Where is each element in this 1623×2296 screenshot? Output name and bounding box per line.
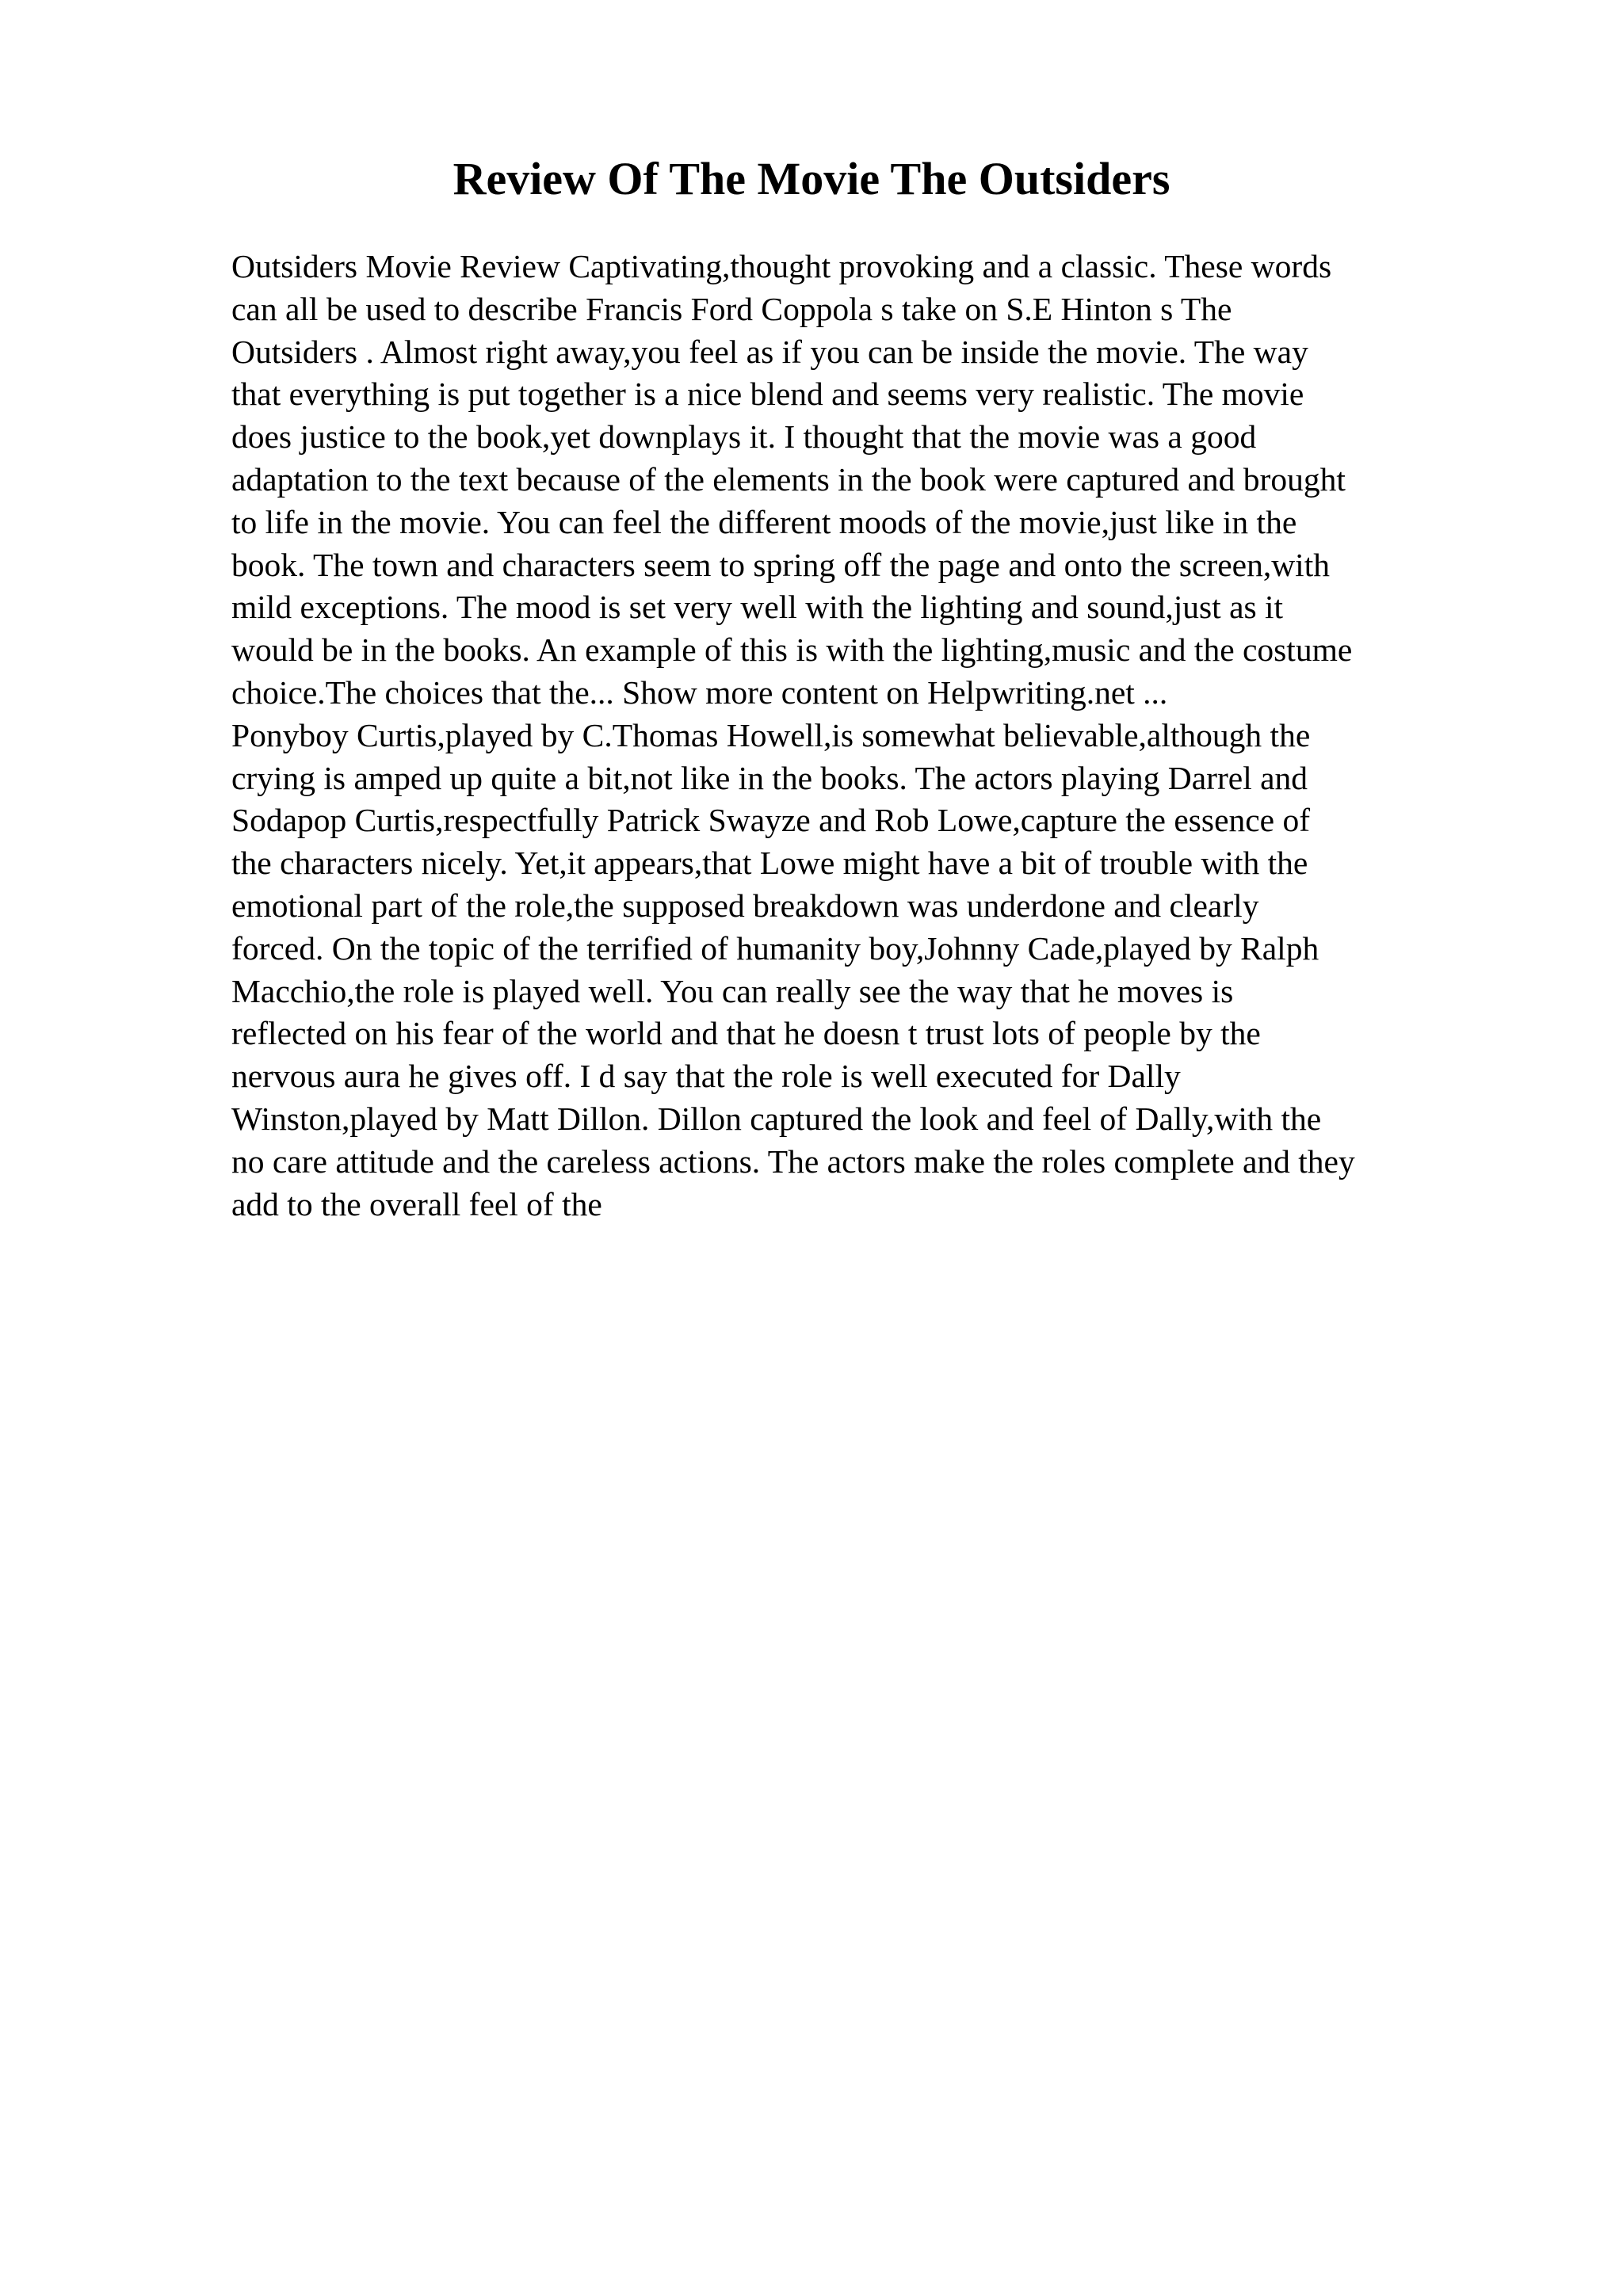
- body-line: would be in the books. An example of this is with the lighting,music and the costume: [231, 631, 1353, 669]
- body-line: to life in the movie. You can feel the different moods of the movie,just like in the: [231, 503, 1297, 540]
- body-line: nervous aura he gives off. I d say that the role is well executed for Dally: [231, 1058, 1181, 1095]
- body-line: Ponyboy Curtis,played by C.Thomas Howell,is somewhat believable,although the: [231, 716, 1311, 753]
- body-line: Outsiders . Almost right away,you feel as if you can be inside the movie. The way: [231, 333, 1308, 370]
- body-line: adaptation to the text because of the elements in the book were captured and brought: [231, 460, 1346, 498]
- body-line: crying is amped up quite a bit,not like in the books. The actors playing Darrel and: [231, 759, 1308, 796]
- body-line: book. The town and characters seem to spring off the page and onto the screen,with: [231, 546, 1330, 583]
- body-line: Outsiders Movie Review Captivating,thought provoking and a classic. These words: [231, 248, 1332, 284]
- body-line: does justice to the book,yet downplays it. I thought that the movie was a good: [231, 418, 1257, 456]
- body-line: mild exceptions. The mood is set very well with the lighting and sound,just as it: [231, 589, 1284, 626]
- body-line: forced. On the topic of the terrified of humanity boy,Johnny Cade,played by Ralph: [231, 929, 1319, 967]
- body-line: no care attitude and the careless actions. The actors make the roles complete and they: [231, 1142, 1355, 1180]
- body-line: that everything is put together is a nice blend and seems very realistic. The movie: [231, 376, 1304, 413]
- body-line: Macchio,the role is played well. You can really see the way that he moves is: [231, 972, 1234, 1009]
- body-line: the characters nicely. Yet,it appears,that Lowe might have a bit of trouble with the: [231, 845, 1308, 882]
- body-line: reflected on his fear of the world and that he doesn t trust lots of people by the: [231, 1015, 1261, 1052]
- body-line: Sodapop Curtis,respectfully Patrick Swayze and Rob Lowe,capture the essence of: [231, 802, 1311, 839]
- document-body: [231, 246, 1499, 1226]
- document-title: Review Of The Movie The Outsiders: [453, 153, 1170, 204]
- body-line: choice.The choices that the... Show more content on Helpwriting.net ...: [231, 673, 1168, 711]
- body-line: can all be used to describe Francis Ford Coppola s take on S.E Hinton s The: [231, 290, 1232, 327]
- body-line: Winston,played by Matt Dillon. Dillon captured the look and feel of Dally,with the: [231, 1100, 1322, 1137]
- body-line: emotional part of the role,the supposed breakdown was underdone and clearly: [231, 887, 1259, 924]
- body-line: add to the overall feel of the: [231, 1185, 602, 1222]
